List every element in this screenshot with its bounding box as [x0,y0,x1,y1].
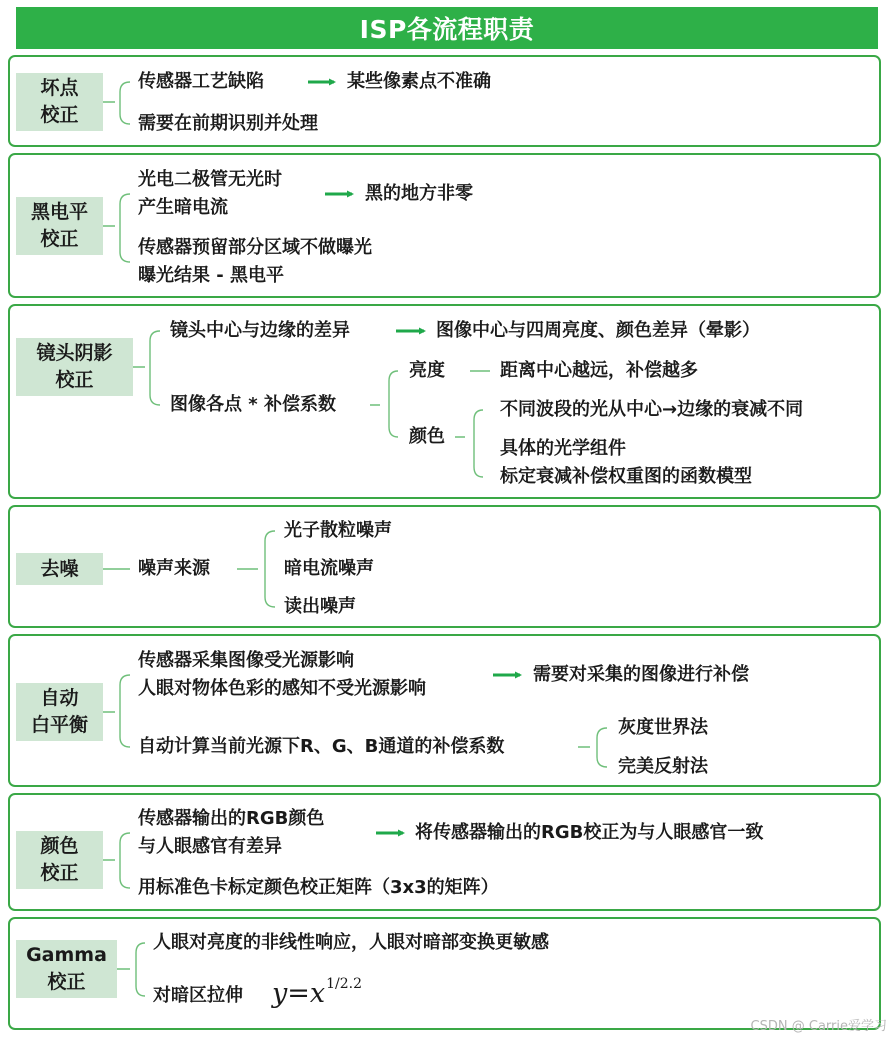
denoise-item-1: 光子散粒噪声 [284,520,392,541]
color-effect: 将传感器输出的RGB校正为与人眼感官一致 [415,822,764,843]
lens-brightness-desc: 距离中心越远，补偿越多 [500,360,698,381]
awb-item-2: 完美反射法 [618,756,708,777]
color-cause-2: 与人眼感官有差异 [138,836,282,857]
label-line-1: Gamma [26,944,107,966]
bad-pixel-handling: 需要在前期识别并处理 [138,113,318,134]
label-line-1: 坏点 [40,77,79,99]
gamma-formula [272,976,362,1009]
bad-pixel-effect: 某些像素点不准确 [347,71,491,92]
lens-brightness-label: 亮度 [409,360,445,381]
denoise-source: 噪声来源 [138,558,210,579]
lens-method: 图像各点 * 补偿系数 [170,394,336,415]
black-level-cause-2: 产生暗电流 [138,197,228,218]
awb-item-1: 灰度世界法 [618,717,708,738]
lens-color-item-3: 标定衰减补偿权重图的函数模型 [500,466,752,487]
label-gamma [16,940,117,998]
label-line-1: 黑电平 [30,201,88,223]
awb-method: 自动计算当前光源下R、G、B通道的补偿系数 [138,736,505,757]
black-level-method-1: 传感器预留部分区域不做曝光 [138,237,372,258]
label-line-2: 校正 [40,228,79,250]
lens-color-item-1: 不同波段的光从中心→边缘的衰减不同 [500,399,804,420]
label-line-1: 去噪 [40,557,79,580]
gamma-cause: 人眼对亮度的非线性响应，人眼对暗部变换更敏感 [153,932,549,953]
gamma-formula-base: y=x [272,978,326,1009]
label-bad-pixel [16,73,103,131]
lens-color-item-2: 具体的光学组件 [500,438,626,459]
label-line-2: 校正 [47,971,86,993]
lens-effect: 图像中心与四周亮度、颜色差异（晕影） [436,320,760,341]
watermark: CSDN @ Carrie爱学习 [750,1019,887,1034]
label-lens-shading [16,338,133,396]
denoise-item-2: 暗电流噪声 [284,558,374,579]
label-black-level [16,197,103,255]
awb-cause-1: 传感器采集图像受光源影响 [138,650,354,671]
label-color-correction [16,831,103,889]
color-method: 用标准色卡标定颜色校正矩阵（3x3的矩阵） [138,877,499,898]
label-line-2: 校正 [40,862,79,884]
bad-pixel-cause: 传感器工艺缺陷 [138,71,264,92]
label-line-2: 校正 [55,369,94,391]
color-cause-1: 传感器输出的RGB颜色 [138,808,325,829]
page-title: ISP各流程职责 [16,7,878,49]
awb-cause-2: 人眼对物体色彩的感知不受光源影响 [138,678,426,699]
denoise-item-3: 读出噪声 [284,596,356,617]
label-line-1: 颜色 [40,835,79,857]
gamma-method: 对暗区拉伸 [153,985,243,1006]
black-level-method-2: 曝光结果 - 黑电平 [138,265,285,286]
black-level-effect: 黑的地方非零 [365,183,473,204]
label-line-1: 自动 [40,687,79,709]
label-line-2: 校正 [40,104,79,126]
lens-color-label: 颜色 [409,426,445,447]
label-line-1: 镜头阴影 [36,342,113,364]
awb-effect: 需要对采集的图像进行补偿 [533,664,749,685]
gamma-formula-exp: 1/2.2 [326,976,362,992]
label-awb [16,683,103,741]
black-level-cause-1: 光电二极管无光时 [138,169,282,190]
label-denoise [16,553,103,585]
label-line-2: 白平衡 [30,714,88,736]
lens-cause: 镜头中心与边缘的差异 [170,320,350,341]
